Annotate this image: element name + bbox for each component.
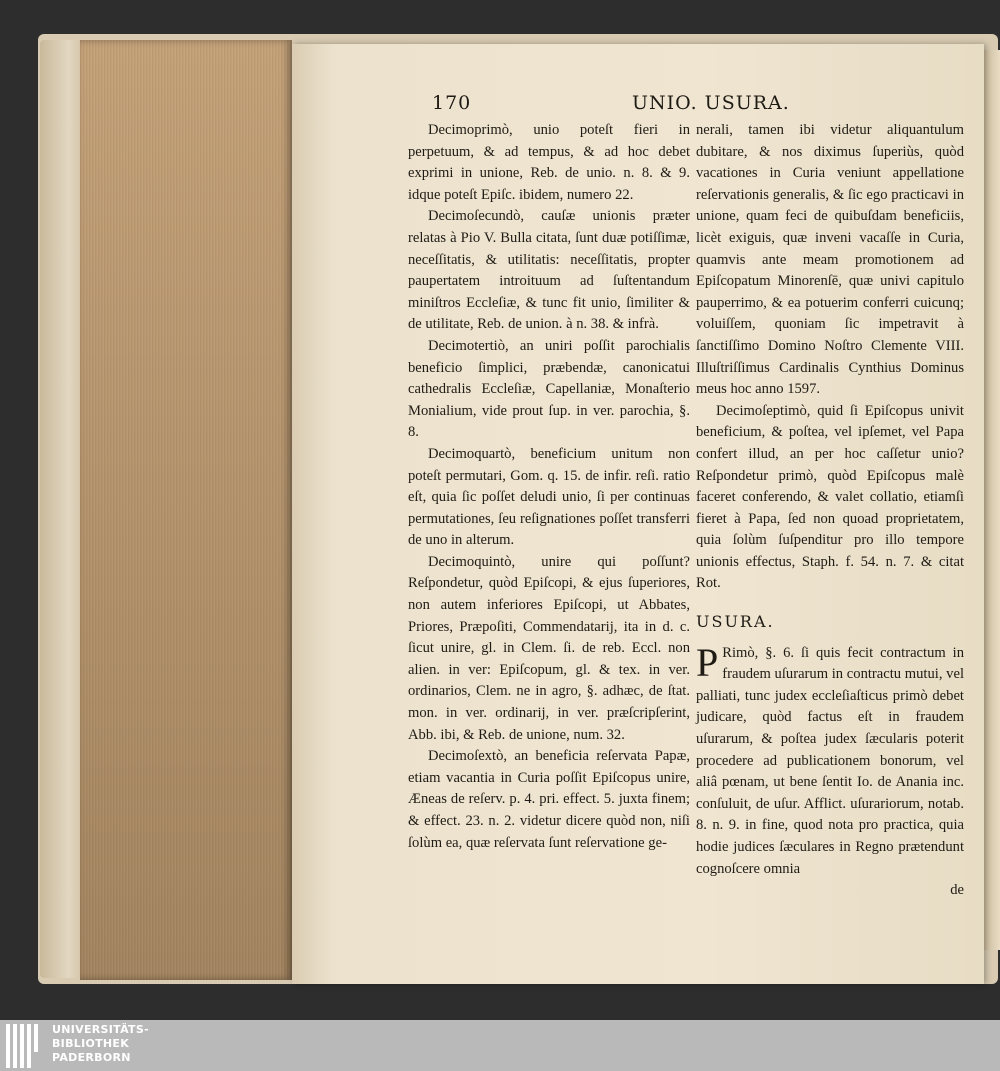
drop-cap: P xyxy=(696,639,719,685)
paragraph: Decimoſextò, an beneficia reſervata Papæ, etiam vacantia in Curia poſſit Epiſcopus unire, Æneas de reſerv. p. 4. pri. effect. 5. juxta finem; & effect. 23. n. 2. videtur dicere quòd non, niſi ſolùm ea, quæ reſervata ſunt reſervatione ge- xyxy=(408,748,690,851)
library-name: UNIVERSITÄTS- BIBLIOTHEK PADERBORN xyxy=(52,1023,149,1064)
library-banner xyxy=(0,1020,1000,1071)
section-title: USURA. xyxy=(696,612,775,632)
running-title: UNIO. USURA. xyxy=(632,92,790,114)
paragraph-continuation: nerali, tamen ibi videtur aliquantulum dubitare, & nos diximus ſuperiùs, quòd vacationes in Curia veniunt appellatione reſervationis generalis, & ſic ego practicavi in unione, quam feci de quibuſdam beneficiis, licèt exiguis, quæ inveni vacaſſe in Curia, quamvis ante meam promotionem ad Epiſcopatum Minorenſē, quæ univi capitulo pauperrimo, & ea potuerim conferri cuicunq; voluiſſem, quoniam ſic impetravit à ſanctiſſimo Domino Noſtro Clemente VIII. Illuſtriſſimus Cardinalis Cynthius Dominus meus hoc anno 1597. xyxy=(696,122,964,398)
paragraph: Decimotertiò, an uniri poſſit parochialis beneficio ſimplici, præbendæ, canonicatui cathedralis Eccleſiæ, Capellaniæ, Monaſterio Monialium, vide prout ſup. in ver. parochia, §. 8. xyxy=(408,337,690,441)
book-page xyxy=(292,44,984,984)
right-column xyxy=(696,120,964,902)
left-column xyxy=(408,120,690,854)
paragraph: Decimoprimò, unio poteſt fieri in perpetuum, & ad tempus, & ad hoc debet exprimi in unione, Reb. de unio. n. 8. & 9. idque poteſt Epiſc. ibidem, numero 22. xyxy=(408,122,690,203)
catchword: de xyxy=(950,882,964,899)
paragraph: Decimoſecundò, cauſæ unionis præter relatas à Pio V. Bulla citata, ſunt duæ potiſſimæ, neceſſitatis, & utilitatis: neceſſitatis, propter paupertatem introituum ad ſuſtentandum miniſtros Eccleſiæ, & tunc fit unio, ſimiliter & de utilitate, Reb. de union. à n. 38. & infrà. xyxy=(408,208,690,333)
page-number: 170 xyxy=(432,92,472,114)
usura-paragraph xyxy=(696,639,964,881)
paragraph: Decimoquintò, unire qui poſſunt? Reſpondetur, quòd Epiſcopi, & ejus ſuperiores, non autem inferiores Epiſcopi, ut Abbates, Priores, Præpoſiti, Commendatarij, ita in d. c. ſicut unire, gl. in Clem. ſi. de reb. Eccl. non alien. in ver: Epiſcopum, gl. & tex. in ver. ordinarios, Clem. ne in agro, §. adhæc, de ſtat. mon. in ver. ordinarij, in ver. præſcripſerint, Abb. ibi, & Reb. de unione, num. 32. xyxy=(408,553,690,743)
paragraph: Decimoquartò, beneficium unitum non poteſt permutari, Gom. q. 15. de infir. reſi. ratio eſt, quia ſic poſſet deludi unio, ſi per continuas permutationes, ſeu reſignationes poſſet transferri de uno in alterum. xyxy=(408,445,690,549)
paragraph: Decimoſeptimò, quid ſi Epiſcopus univit beneficium, & poſtea, vel ipſemet, vel Papa confert illud, an per hoc caſſetur unio? Reſpondetur primò, quòd Epiſcopus malè faceret conferendo, & valet collatio, etiamſi fieret à Papa, ſed non quoad proprietatem, quia ſolùm ſuſpenditur pro illo tempore unionis effectus, Staph. f. 54. n. 7. & citat Rot. xyxy=(696,402,964,592)
page-stack xyxy=(80,40,292,980)
right-page-edge xyxy=(984,50,1000,950)
usura-text: Rimò, §. 6. ſi quis fecit contractum in fraudem uſurarum in contractu mutui, vel palliati, tunc judex eccleſiaſticus primò debet judicare, quòd factus eſt in fraudem uſurarum, & poſtea judex ſæcularis poterit procedere ad publicationem bonorum, vel aliâ pœnam, ut bene ſentit Io. de Anania inc. conſuluit, de uſur. Afflict. uſurariorum, notab. 8. n. 9. in fine, quod nota pro practica, quia hodie judices ſæculares in Regno prætendunt cognoſcere omnia xyxy=(696,644,964,877)
library-logo-icon xyxy=(6,1024,46,1068)
